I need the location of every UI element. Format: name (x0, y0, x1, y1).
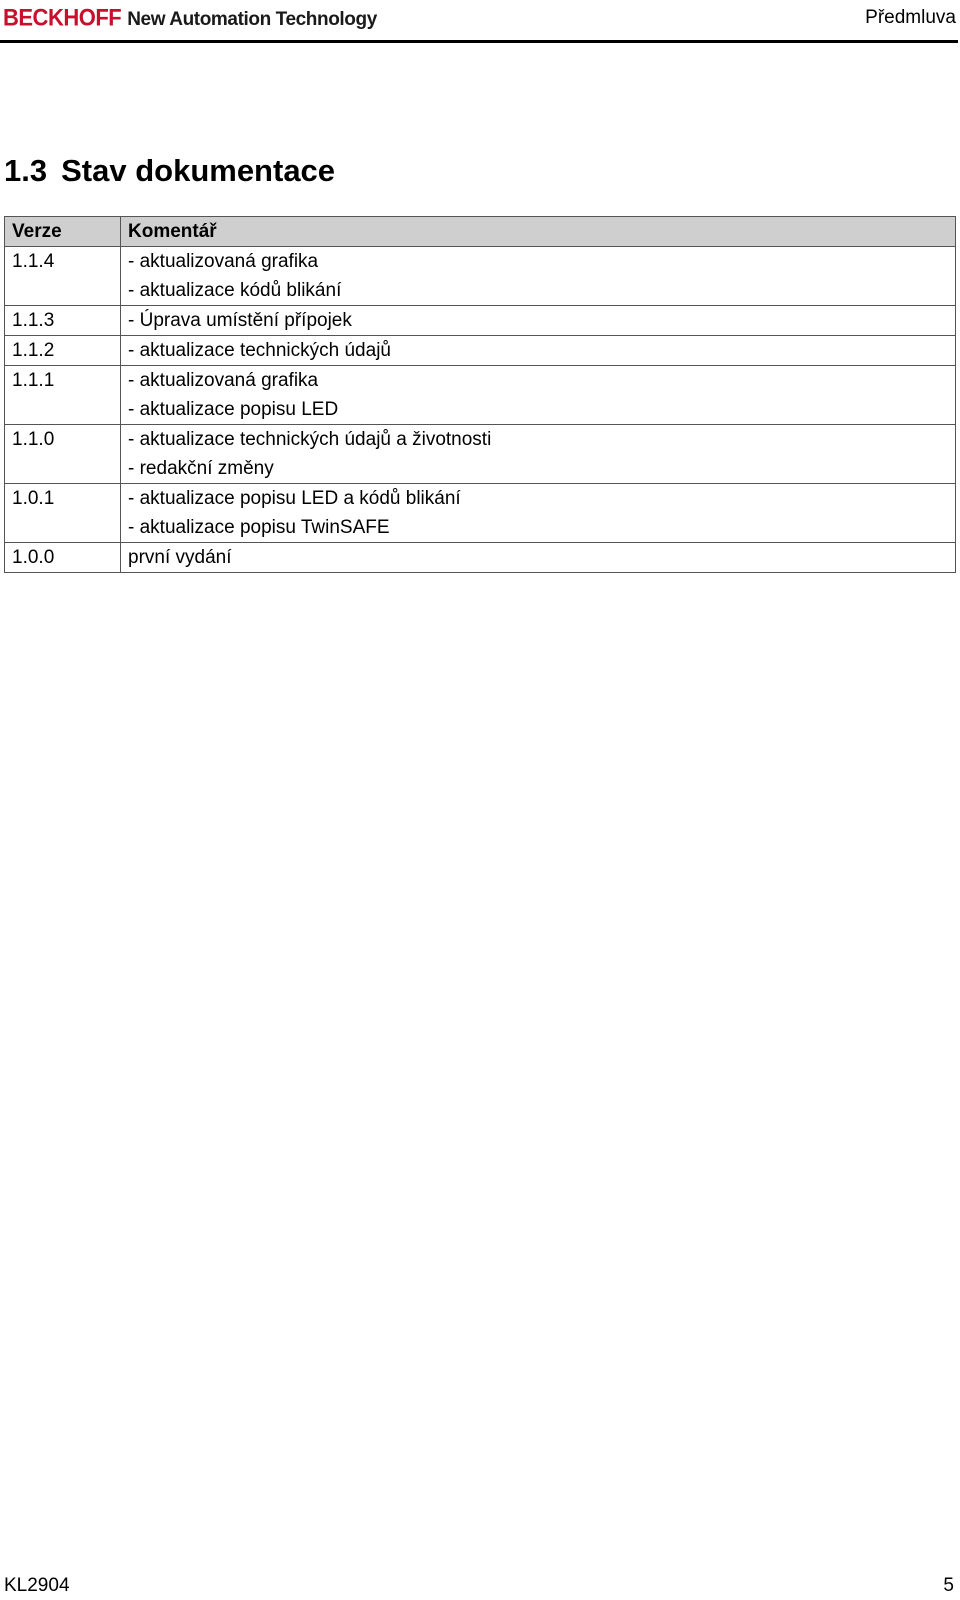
table-body (5, 247, 956, 573)
version-cell: 1.1.4 (5, 247, 121, 306)
table-row (5, 306, 956, 336)
comment-cell (121, 484, 956, 543)
comment-cell (121, 366, 956, 425)
comment-line: první vydání (128, 547, 232, 568)
table-row (5, 366, 956, 425)
header-divider (0, 40, 958, 43)
table-row (5, 247, 956, 306)
version-history-table (4, 216, 956, 573)
brand-slogan: New Automation Technology (127, 9, 377, 30)
comment-line: - aktualizovaná grafika (128, 251, 319, 272)
footer-page-number: 5 (943, 1575, 954, 1596)
comment-cell (121, 425, 956, 484)
comment-line: - redakční změny (128, 458, 274, 479)
comment-cell (121, 306, 956, 336)
column-header-comment: Komentář (121, 217, 956, 247)
comment-cell (121, 336, 956, 366)
comment-cell (121, 247, 956, 306)
comment-line: - aktualizace technických údajů a životnosti (128, 429, 492, 450)
comment-line: - aktualizace popisu LED (128, 399, 339, 420)
table-row (5, 543, 956, 573)
table-row (5, 336, 956, 366)
beckhoff-logo (3, 4, 377, 35)
comment-line: - Úprava umístění přípojek (128, 310, 352, 331)
comment-cell (121, 543, 956, 573)
table-header-row (5, 217, 956, 247)
comment-line: - aktualizace popisu LED a kódů blikání (128, 488, 461, 509)
version-cell: 1.1.3 (5, 306, 121, 336)
table-row (5, 484, 956, 543)
section-number: 1.3 (4, 153, 48, 188)
comment-line: - aktualizace technických údajů (128, 340, 391, 361)
comment-line: - aktualizovaná grafika (128, 370, 319, 391)
version-cell: 1.1.0 (5, 425, 121, 484)
footer-product: KL2904 (4, 1575, 70, 1596)
section-title: Stav dokumentace (61, 153, 336, 188)
comment-line: - aktualizace kódů blikání (128, 280, 342, 301)
brand-name: BECKHOFF (3, 3, 122, 32)
table-row (5, 425, 956, 484)
page-header (0, 0, 960, 42)
version-cell: 1.1.2 (5, 336, 121, 366)
header-section-label: Předmluva (865, 7, 956, 28)
section-heading (4, 152, 335, 190)
version-cell: 1.1.1 (5, 366, 121, 425)
version-cell: 1.0.0 (5, 543, 121, 573)
column-header-version: Verze (5, 217, 121, 247)
comment-line: - aktualizace popisu TwinSAFE (128, 517, 390, 538)
version-cell: 1.0.1 (5, 484, 121, 543)
